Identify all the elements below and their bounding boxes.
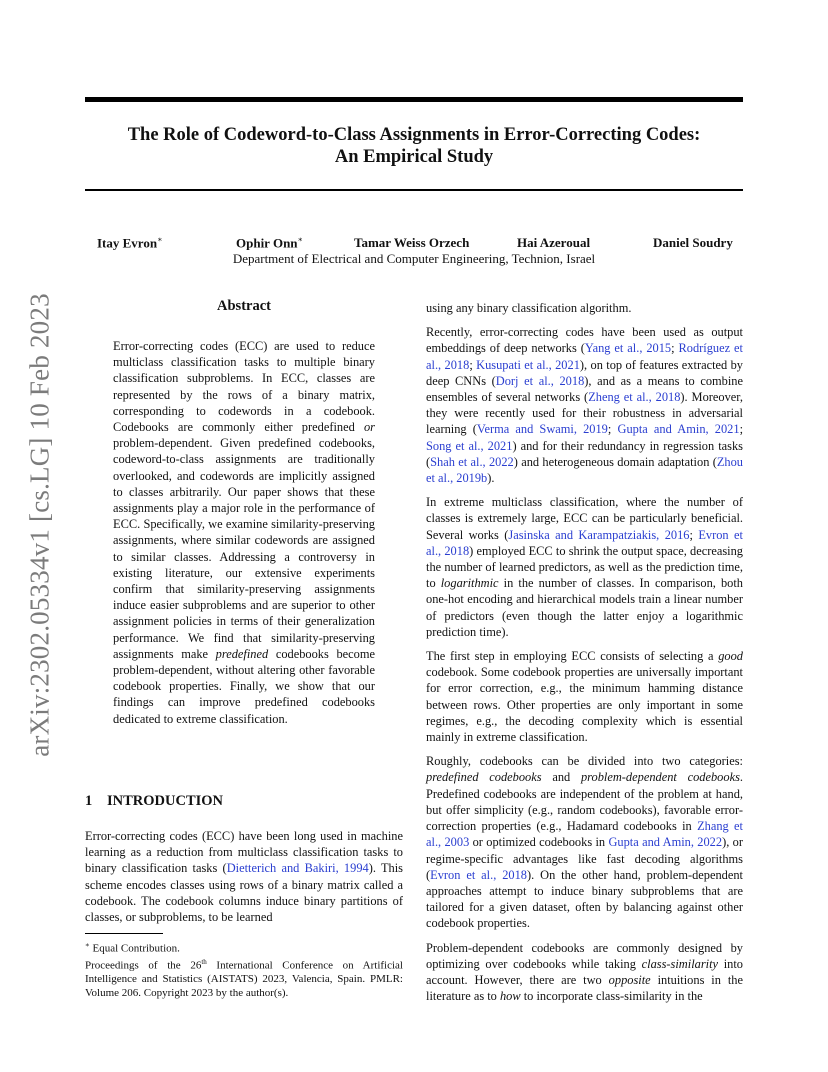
title-rule — [85, 189, 743, 191]
abstract-body: Error-correcting codes (ECC) are used to reduce multiclass classification tasks to multiple binary classification subproblems. In ECC, classes are represented by the rows of a binary matrix, corresponding to codewords in a codebook. Codebooks are commonly either predefined or problem-dependent. Given predefined codebooks, codeword-to-class assignments are traditionally overlooked, and codewords are implicitly assigned to classes arbitrarily. Our paper shows that these assignments play a major role in the performance of ECC. Specifically, we examine similarity-preserving assignments, where similar codewords are assigned to similar classes. Addressing a controversy in existing literature, our extensive experiments confirm that similarity-preserving assignments induce easier subproblems and are superior to other assignment policies in terms of their generalization performance. We find that similarity-preserving assignments make predefined codebooks become problem-dependent, without altering other favorable codebook properties. Finally, we show that our findings can improve predefined codebooks dedicated to extreme classification. — [113, 339, 375, 726]
author-1: Itay Evron∗ — [97, 235, 163, 251]
section-heading-introduction: 1 INTRODUCTION — [85, 793, 224, 809]
top-rule — [85, 97, 743, 102]
paper-title — [85, 124, 743, 168]
citation-link[interactable]: Song et al., 2021 — [426, 438, 513, 453]
citation-link[interactable]: Rodríguez et al., 2018 — [426, 341, 744, 372]
citation-link[interactable]: Shah et al., 2022 — [430, 454, 514, 469]
citation-link[interactable]: Zheng et al., 2018 — [588, 390, 681, 405]
title-line-2: An Empirical Study — [334, 147, 494, 167]
citation-link[interactable]: Evron et al., 2018 — [426, 527, 743, 558]
citation-link[interactable]: Gupta and Amin, 2021 — [617, 422, 740, 437]
footnote-rule — [85, 933, 163, 934]
citation-link[interactable]: Dietterich and Bakiri, 1994 — [226, 861, 369, 876]
author-2: Ophir Onn∗ — [236, 235, 303, 251]
citation-link[interactable]: Zhou et al., 2019b — [426, 454, 743, 486]
citation-link[interactable]: Gupta and Amin, 2022 — [608, 835, 723, 850]
author-list — [85, 235, 743, 251]
paragraph: Roughly, codebooks can be divided into two categories: predefined codebooks and problem-dependent codebooks. Predefined codebooks are independent of the problem at hand, but offer simplicity (e.g., random codebooks), favorable error-correction properties (e.g., Hadamard codebooks in Zhang et al., 2003 or optimized codebooks in Gupta and Amin, 2022), or regime-specific advantages like fast decoding algorithms (Evron et al., 2018). On the other hand, problem-dependent approaches attempt to induce binary subproblems that are tailored for a given dataset, often by balancing against other codebook properties. — [426, 754, 744, 931]
paragraph: using any binary classification algorithm. — [426, 301, 632, 315]
right-column — [426, 300, 743, 1004]
abstract-heading: Abstract — [217, 298, 271, 314]
title-line-1: The Role of Codeword-to-Class Assignments in Error-Correcting Codes: — [127, 125, 701, 145]
footnote: ∗ Equal Contribution. Proceedings of the 26th International Conference on Artificial Intelligence and Statistics (AISTATS) 2023, Valencia, Spain. PMLR: Volume 206. Copyright 2023 by the author(s). — [85, 941, 403, 999]
paragraph: In extreme multiclass classification, where the number of classes is extremely large, ECC can be particularly beneficial. Several works (Jasinska and Karampatziakis, 2016; Evron et al., 2018) employed ECC to shrink the output space, decreasing the number of learned predictors, as well as the prediction time, to logarithmic in the number of classes. In comparison, both one-hot encoding and hierarchical models train a linear number of predictors (even though the latter enjoy a logarithmic prediction time). — [426, 495, 743, 639]
affiliation: Department of Electrical and Computer Engineering, Technion, Israel — [232, 251, 596, 266]
citation-link[interactable]: Yang et al., 2015 — [584, 341, 672, 356]
paragraph: Recently, error-correcting codes have been used as output embeddings of deep networks (Yang et al., 2015; Rodríguez et al., 2018; Kusupati et al., 2021), on top of features extracted by deep CNNs (Dorj et al., 2018), and as a means to combine ensembles of several networks (Zheng et al., 2018). Moreover, they were recently used for their robustness in adversarial learning (Verma and Swami, 2019; Gupta and Amin, 2021; Song et al., 2021) and for their redundancy in regression tasks (Shah et al., 2022) and heterogeneous domain adaptation (Zhou et al., 2019b). — [426, 325, 744, 486]
citation-link[interactable]: Kusupati et al., 2021 — [476, 357, 580, 372]
author-5: Daniel Soudry — [653, 235, 733, 250]
citation-link[interactable]: Evron et al., 2018 — [430, 867, 527, 882]
author-3: Tamar Weiss Orzech — [354, 235, 470, 250]
citation-link[interactable]: Verma and Swami, 2019 — [476, 422, 608, 437]
arxiv-stamp: arXiv:2302.05334v1 [cs.LG] 10 Feb 2023 — [24, 293, 55, 757]
citation-link[interactable]: Zhang et al., 2003 — [426, 819, 743, 850]
author-4: Hai Azeroual — [517, 235, 591, 250]
paragraph: The first step in employing ECC consists of selecting a good codebook. Some codebook properties are universally important for error correction, e.g., the minimum hamming distance between rows. Other properties are only important in some regimes, e.g., the decoding complexity which is essential mainly in extreme classification. — [426, 649, 743, 745]
citation-link[interactable]: Dorj et al., 2018 — [495, 373, 585, 388]
paragraph: Problem-dependent codebooks are commonly designed by optimizing over codebooks while taking class-similarity into account. However, there are two opposite intuitions in the literature as to how to incorporate class-similarity in the — [426, 940, 744, 1004]
intro-paragraph: Error-correcting codes (ECC) have been long used in machine learning as a reduction from multiclass classification tasks to binary classification tasks (Dietterich and Bakiri, 1994). This scheme encodes classes using rows of a binary matrix called a codebook. The codebook columns induce binary partitions of classes, or subproblems, to be learned — [85, 829, 403, 925]
citation-link[interactable]: Jasinska and Karampatziakis, 2016 — [508, 527, 690, 542]
